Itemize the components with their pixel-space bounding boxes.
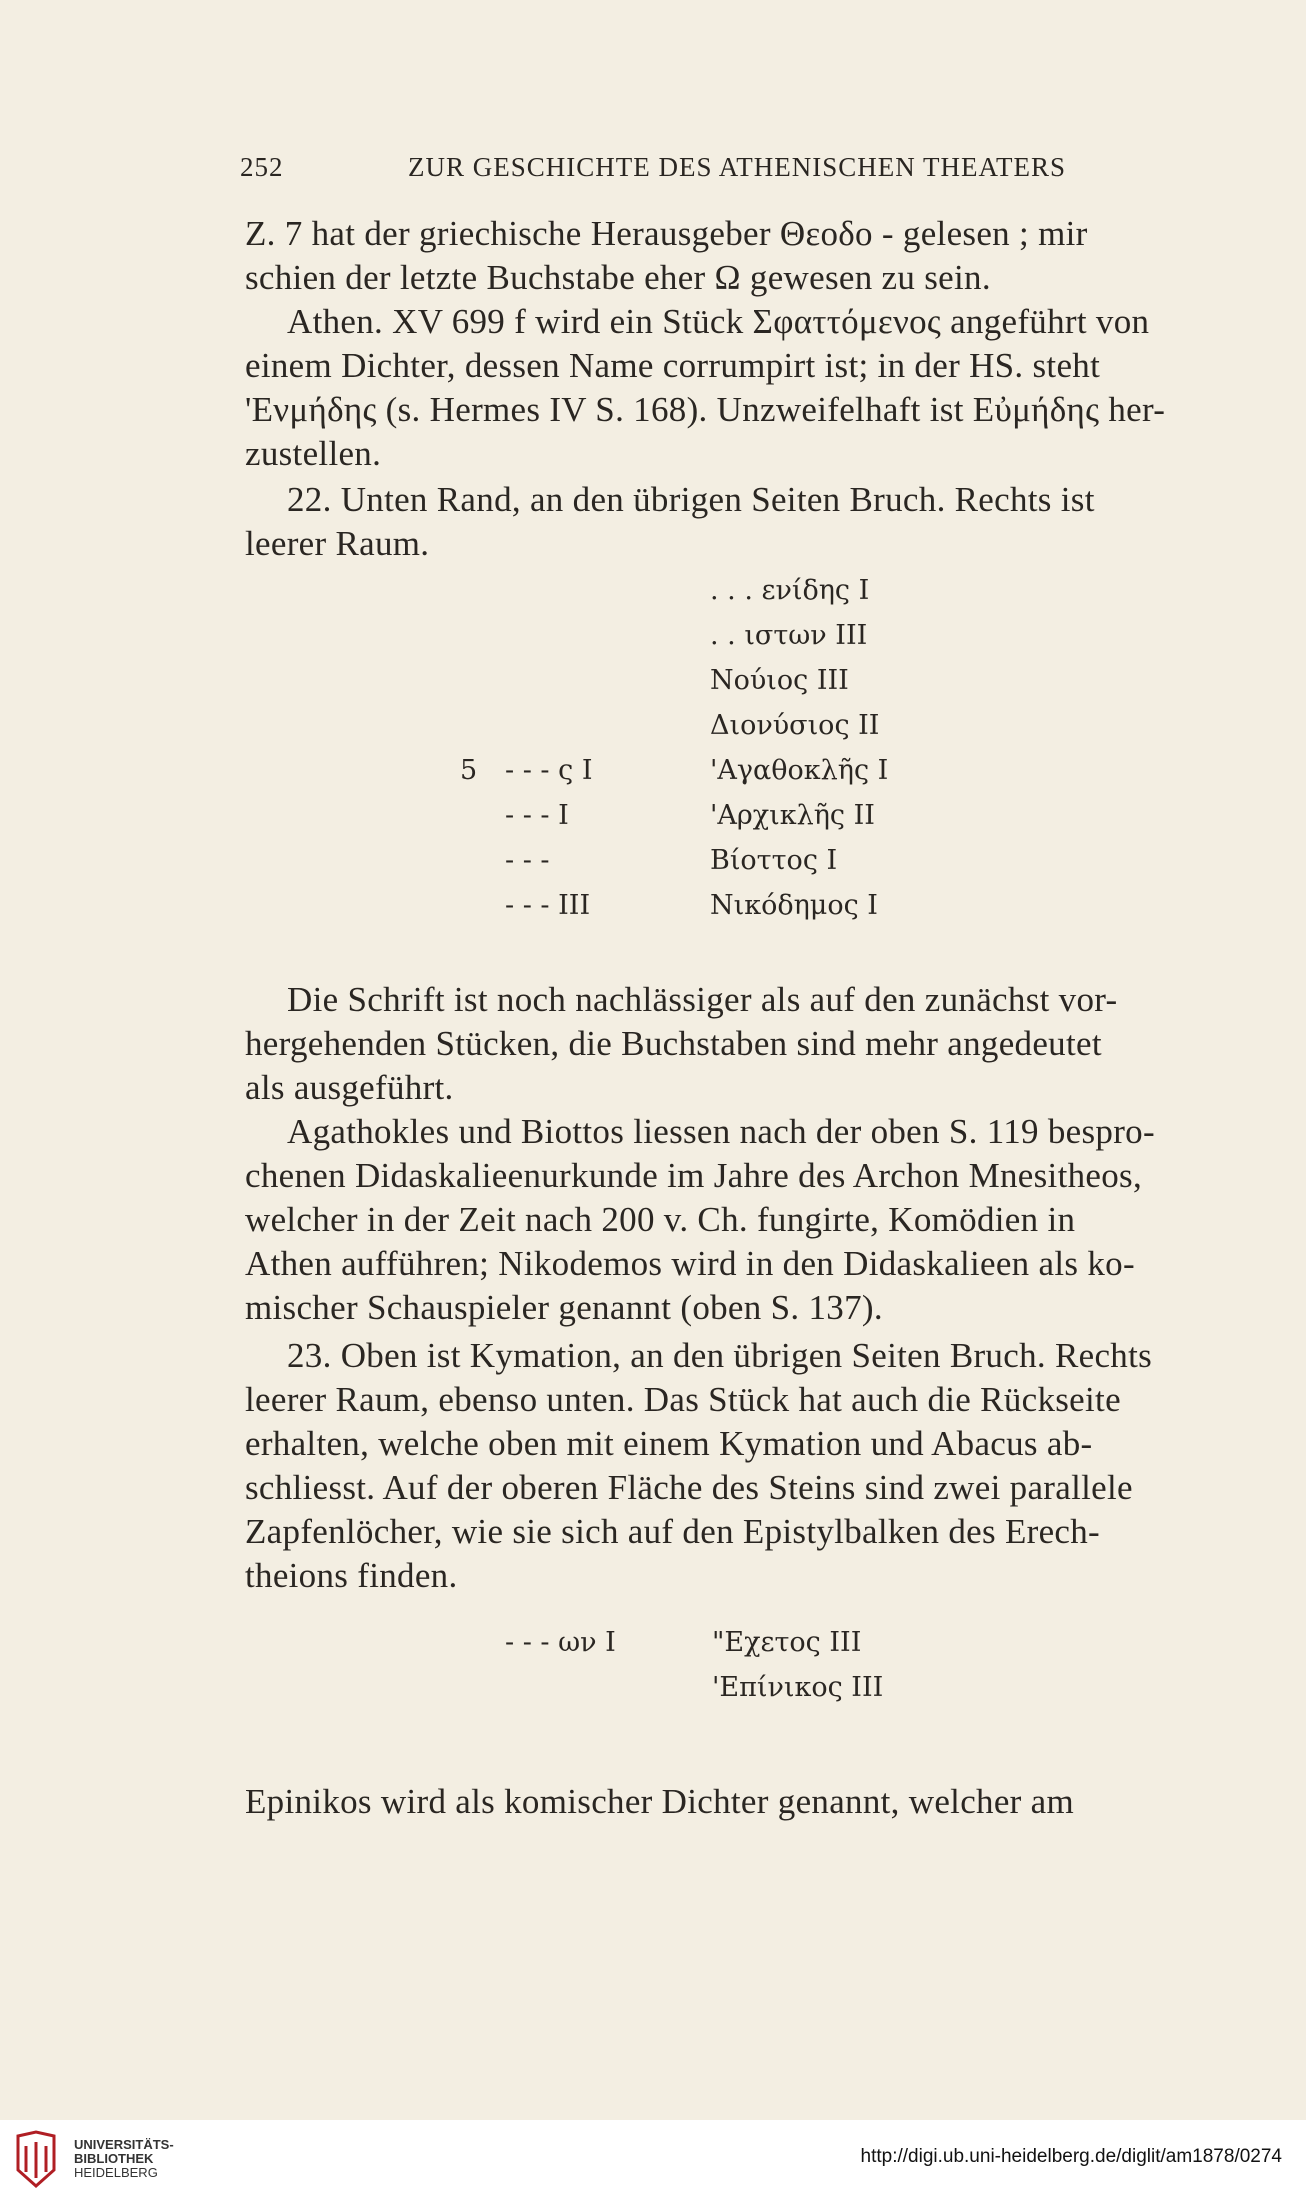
inscription-right-line: Νικόδημος Ι bbox=[710, 890, 878, 921]
text-line: 22. Unten Rand, an den übrigen Seiten Bruch. Rechts ist bbox=[287, 480, 1095, 519]
digitization-footer bbox=[0, 2120, 1306, 2198]
university-library-logo-icon bbox=[14, 2130, 58, 2190]
inscription-right-line: Νούιος ΙΙΙ bbox=[710, 665, 849, 696]
text-line: mischer Schauspieler genannt (oben S. 137). bbox=[245, 1288, 883, 1327]
text-line: Agathokles und Biottos liessen nach der oben S. 119 bespro- bbox=[287, 1112, 1155, 1151]
library-name-line: BIBLIOTHEK bbox=[74, 2151, 154, 2166]
inscription-right-line: Διονύσιος ΙΙ bbox=[710, 710, 880, 741]
inscription-right-line: 'Αρχικλῆς ΙΙ bbox=[710, 800, 875, 831]
paragraph-1 bbox=[245, 212, 1205, 300]
inscription-left-line: - - - Ι bbox=[505, 800, 569, 831]
text-line: Epinikos wird als komischer Dichter genannt, welcher am bbox=[245, 1782, 1075, 1821]
text-line: leerer Raum, ebenso unten. Das Stück hat auch die Rückseite bbox=[245, 1380, 1121, 1419]
text-line: chenen Didaskalieenurkunde im Jahre des Archon Mnesitheos, bbox=[245, 1156, 1143, 1195]
text-line: Athen aufführen; Nikodemos wird in den Didaskalieen als ko- bbox=[245, 1244, 1135, 1283]
inscription-right-line: . . . ενίδης Ι bbox=[710, 575, 870, 606]
page-number: 252 bbox=[240, 152, 284, 182]
library-name-line: UNIVERSITÄTS- bbox=[74, 2137, 174, 2152]
text-line: Die Schrift ist noch nachlässiger als auf den zunächst vor- bbox=[287, 980, 1118, 1019]
library-name bbox=[74, 2138, 174, 2180]
text-line: einem Dichter, dessen Name corrumpirt ist; in der HS. steht bbox=[245, 346, 1101, 385]
text-line: 23. Oben ist Kymation, an den übrigen Seiten Bruch. Rechts bbox=[287, 1336, 1153, 1375]
inscription-left-line: - - - ς Ι bbox=[505, 755, 593, 786]
text-line: hergehenden Stücken, die Buchstaben sind mehr angedeutet bbox=[245, 1024, 1102, 1063]
text-line: leerer Raum. bbox=[245, 524, 430, 563]
paragraph-4 bbox=[245, 978, 1205, 1110]
inscription-left-column bbox=[505, 1620, 616, 1665]
source-url-link[interactable]: http://digi.ub.uni-heidelberg.de/diglit/am1878/0274 bbox=[860, 2146, 1282, 2167]
line-number: 5 bbox=[460, 755, 478, 786]
paragraph-2 bbox=[245, 300, 1205, 476]
inscription-left-line: - - - bbox=[505, 845, 550, 876]
inscription-left-line: - - - ΙΙΙ bbox=[505, 890, 591, 921]
text-line: Athen. XV 699 f wird ein Stück Σφαττόμενος angeführt von bbox=[287, 302, 1150, 341]
inscription-left-line: - - - ων Ι bbox=[505, 1627, 616, 1658]
paragraph-6 bbox=[245, 1334, 1205, 1598]
text-line: welcher in der Zeit nach 200 v. Ch. fungirte, Komödien in bbox=[245, 1200, 1076, 1239]
inscription-right-line: Βίοττος Ι bbox=[710, 845, 838, 876]
inscription-right-line: 'Αγαθοκλῆς Ι bbox=[710, 755, 889, 786]
library-name-line: HEIDELBERG bbox=[74, 2165, 158, 2180]
text-line: Z. 7 hat der griechische Herausgeber Θεοδο - gelesen ; mir bbox=[245, 214, 1088, 253]
paragraph-3 bbox=[245, 478, 1205, 566]
inscription-right-line: . . ιστων ΙΙΙ bbox=[710, 620, 868, 651]
paragraph-7 bbox=[245, 1780, 1205, 1824]
text-line: schien der letzte Buchstabe eher Ω gewesen zu sein. bbox=[245, 258, 991, 297]
text-line: zustellen. bbox=[245, 434, 382, 473]
inscription-right-column bbox=[710, 568, 888, 928]
text-line: 'Ενμήδης (s. Hermes IV S. 168). Unzweifelhaft ist Εὐμήδης her- bbox=[245, 390, 1166, 429]
text-line: schliesst. Auf der oberen Fläche des Steins sind zwei parallele bbox=[245, 1468, 1133, 1507]
text-line: als ausgeführt. bbox=[245, 1068, 454, 1107]
text-line: erhalten, welche oben mit einem Kymation und Abacus ab- bbox=[245, 1424, 1093, 1463]
inscription-right-line: "Εχετος ΙΙΙ bbox=[712, 1627, 862, 1658]
running-title: ZUR GESCHICHTE DES ATHENISCHEN THEATERS bbox=[408, 152, 1067, 182]
text-line: Zapfenlöcher, wie sie sich auf den Epistylbalken des Erech- bbox=[245, 1512, 1100, 1551]
inscription-right-column bbox=[712, 1620, 883, 1710]
text-line: theions finden. bbox=[245, 1556, 458, 1595]
paragraph-5 bbox=[245, 1110, 1205, 1330]
inscription-right-line: 'Επίνικος ΙΙΙ bbox=[712, 1672, 884, 1703]
